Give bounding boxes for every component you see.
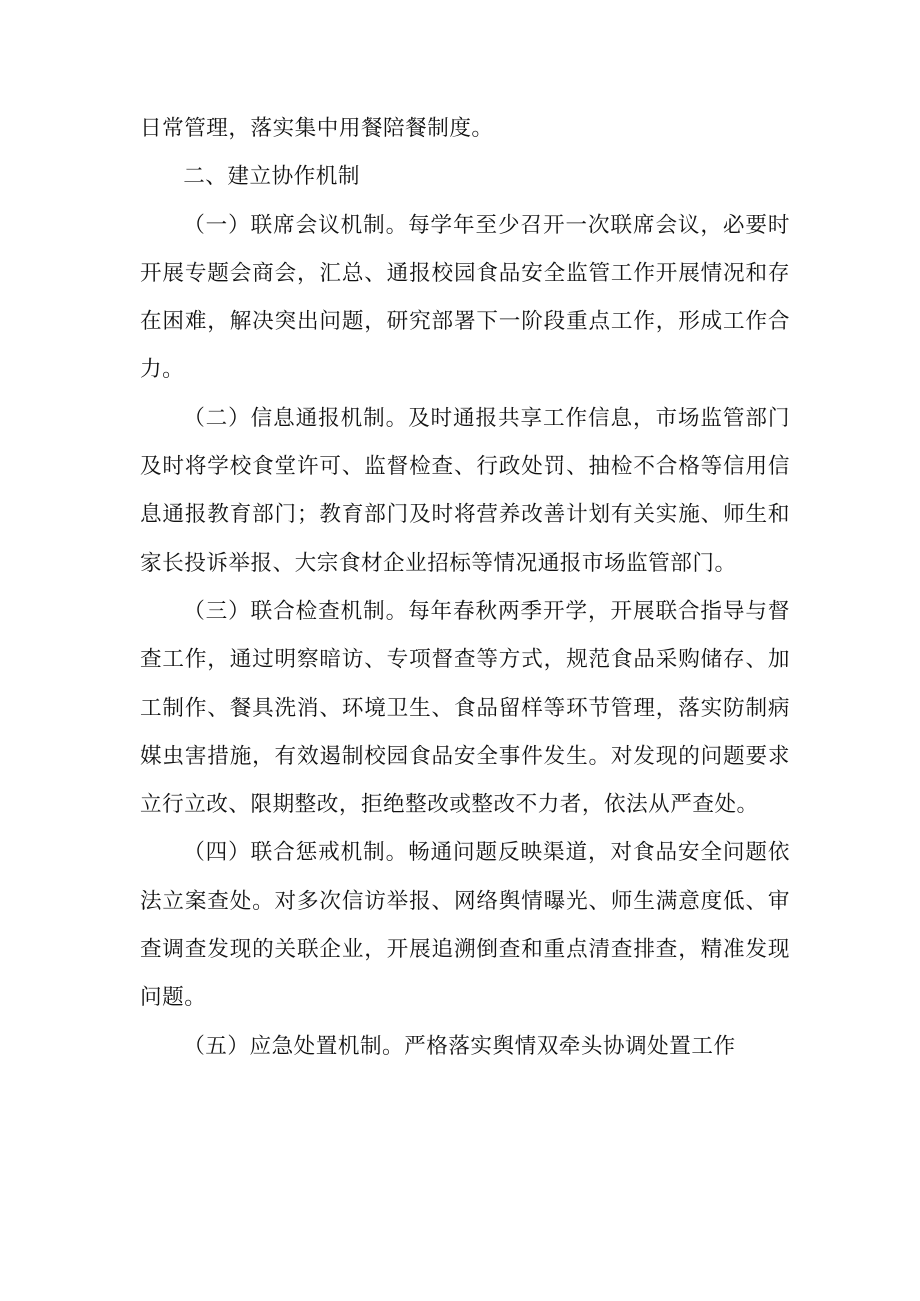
paragraph-joint-meeting: （一）联席会议机制。每学年至少召开一次联席会议，必要时开展专题会商会，汇总、通报校园食品安全监管工作开展情况和存在困难，解决突出问题，研究部署下一阶段重点工作，形成工作合力。: [140, 212, 790, 383]
paragraph-emergency-handling: （五）应急处置机制。严格落实舆情双牵头协调处置工作: [183, 1033, 736, 1059]
paragraph-info-reporting: （二）信息通报机制。及时通报共享工作信息，市场监管部门及时将学校食堂许可、监督检查、行政处罚、抽检不合格等信用信息通报教育部门；教育部门及时将营养改善计划有关实施、师生和家长投诉举报、大宗食材企业招标等情况通报市场监管部门。: [140, 405, 790, 576]
paragraph-joint-inspection: （三）联合检查机制。每年春秋两季开学，开展联合指导与督查工作，通过明察暗访、专项督查等方式，规范食品采购储存、加工制作、餐具洗消、环境卫生、食品留样等环节管理，落实防制病媒虫害措施，有效遏制校园食品安全事件发生。对发现的问题要求立行立改、限期整改，拒绝整改或整改不力者，依法从严查处。: [140, 598, 790, 818]
document-body: [140, 105, 790, 1071]
paragraph-joint-punishment: （四）联合惩戒机制。畅通问题反映渠道，对食品安全问题依法立案查处。对多次信访举报、网络舆情曝光、师生满意度低、审查调查发现的关联企业，开展追溯倒查和重点清查排查，精准发现问题。: [140, 840, 790, 1011]
paragraph-continuation: 日常管理，落实集中用餐陪餐制度。: [140, 116, 494, 141]
section-heading: 二、建立协作机制: [183, 164, 360, 190]
